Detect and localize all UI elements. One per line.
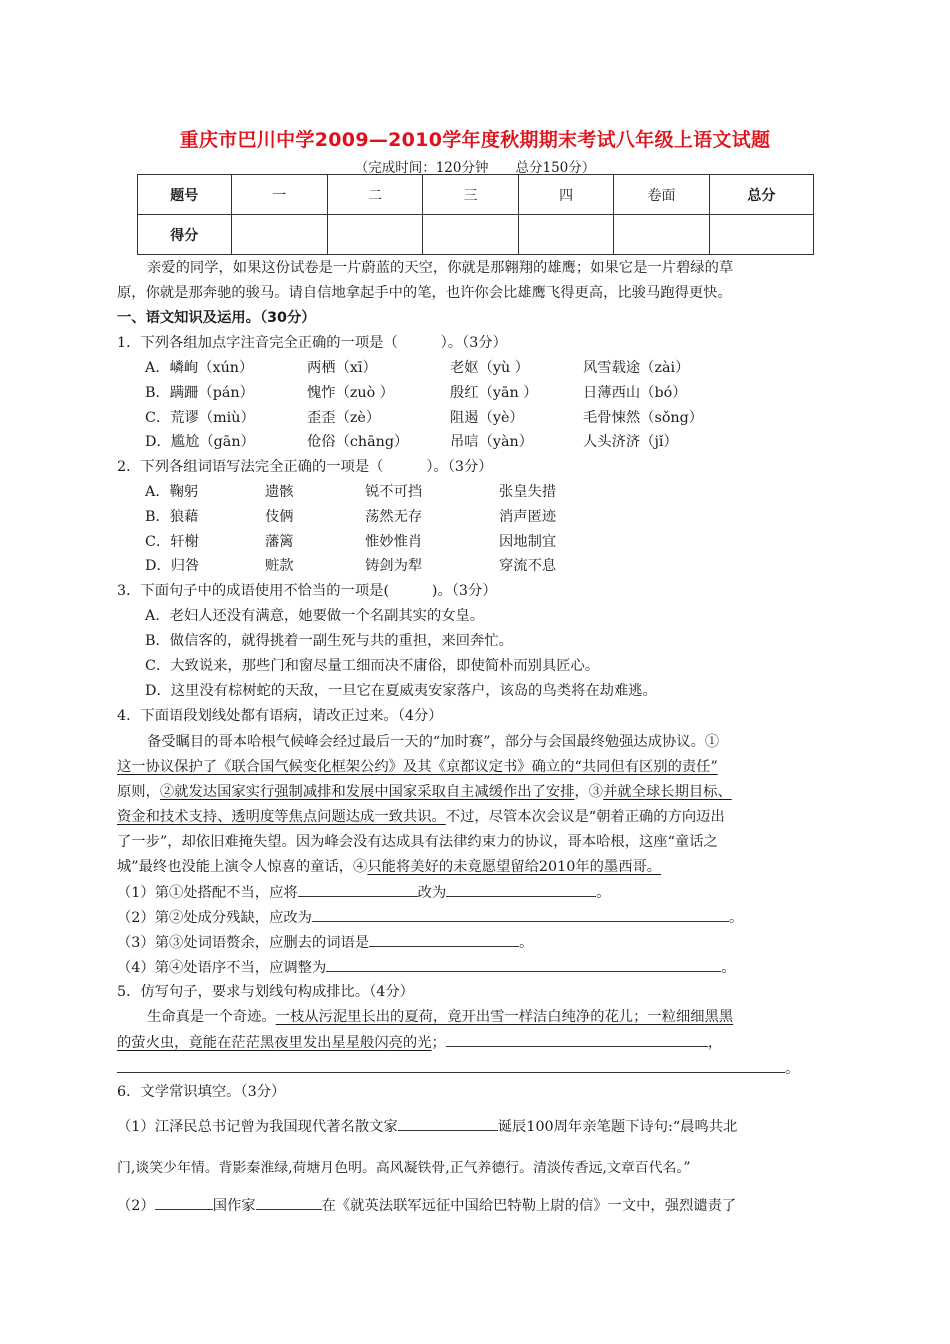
passage-line: 这一协议保护了《联合国气候变化框架公约》及其《京都议定书》确立的“共同但有区别的责任” xyxy=(117,759,718,775)
score-cell[interactable] xyxy=(518,215,613,255)
question-stem: 6．文学常识填空。（3分） xyxy=(117,1084,286,1100)
sub-question-text: 。 xyxy=(728,910,744,926)
option-line: A．老妇人还没有满意，她要做一个名副其实的女皇。 xyxy=(145,608,485,624)
underlined-text: 资金和技术支持、透明度等焦点问题达成一致共识。 xyxy=(117,809,446,825)
passage-line xyxy=(117,1032,722,1053)
answer-blank[interactable] xyxy=(155,1195,213,1210)
sub-question xyxy=(117,932,533,953)
exam-title: 重庆市巴川中学2009—2010学年度秋期期末考试八年级上语文试题 xyxy=(179,129,771,151)
passage-text: ，③ xyxy=(574,784,604,800)
underlined-text: 一枝从污泥里长出的夏荷，竟开出雪一样洁白纯净的花儿；一粒细细黑黑 xyxy=(275,1009,734,1025)
sub-question-text: 。 xyxy=(519,935,534,951)
passage-text: ； xyxy=(431,1035,446,1051)
sub-question xyxy=(117,907,743,928)
score-table-header-row xyxy=(138,175,814,215)
underlined-text: 并就全球长期目标、 xyxy=(603,784,732,800)
option-cell: 张皇失措 xyxy=(499,484,557,500)
option-line: C．大致说来，那些门和窗尽量工细而决不庸俗，即使简朴而别具匠心。 xyxy=(145,658,600,674)
score-header-cell: 一 xyxy=(231,175,327,215)
question-stem: 1．下列各组加点字注音完全正确的一项是（ ）。（3分） xyxy=(117,335,507,351)
score-header-cell: 二 xyxy=(327,175,422,215)
underlined-text: 的萤火虫，竟能在茫茫黑夜里发出星星般闪亮的光 xyxy=(117,1035,432,1051)
sub-question-text: 。 xyxy=(721,960,736,976)
option-cell: 毛骨悚然（sǒng） xyxy=(583,410,704,426)
passage-line: 备受瞩目的哥本哈根气候峰会经过最后一天的“加时赛”，部分与会国最终勉强达成协议。① xyxy=(147,734,720,750)
passage-text: 生命真是一个奇迹。 xyxy=(147,1009,276,1025)
passage-line xyxy=(117,857,661,877)
answer-blank[interactable] xyxy=(326,957,721,972)
answer-blank[interactable] xyxy=(117,1058,785,1073)
option-cell: 歪歪（zè） xyxy=(307,410,381,426)
option-cell: 锐不可挡 xyxy=(365,484,423,500)
answer-blank[interactable] xyxy=(256,1195,322,1210)
option-cell: C．荒谬（miù） xyxy=(145,410,255,426)
section-heading: 一、语文知识及运用。（30分） xyxy=(117,310,316,326)
intro-line: 原，你就是那奔驰的骏马。请自信地拿起手中的笔，也许你会比雄鹰飞得更高，比骏马跑得更快。 xyxy=(117,285,732,301)
passage-text: 原则， xyxy=(117,784,160,800)
option-cell: 阻遏（yè） xyxy=(450,410,524,426)
passage-text: ， xyxy=(707,1035,723,1051)
option-line: D．这里没有棕树蛇的天敌，一旦它在夏威夷安家落户，该岛的鸟类将在劫难逃。 xyxy=(145,683,657,699)
sub-question-text: （4）第④处语序不当，应调整为 xyxy=(117,960,327,976)
sub-question-text: 国作家 xyxy=(212,1198,256,1214)
score-cell[interactable] xyxy=(709,215,813,255)
question-stem: 3．下面句子中的成语使用不恰当的一项是( )。（3分） xyxy=(117,583,497,599)
answer-line xyxy=(117,1058,799,1079)
option-cell: 伎俩 xyxy=(265,509,294,525)
question-stem: 5．仿写句子，要求与划线句构成排比。（4分） xyxy=(117,984,414,1000)
sub-question-text: （1）江泽民总书记曾为我国现代著名散文家 xyxy=(117,1119,398,1135)
score-row-label: 得分 xyxy=(138,215,232,255)
sub-question xyxy=(117,957,736,978)
option-cell: 风雪载途（zài） xyxy=(583,360,690,376)
sub-question-text: （2） xyxy=(117,1198,155,1214)
score-cell[interactable] xyxy=(327,215,422,255)
sub-question-text: 在《就英法联军远征中国给巴特勒上尉的信》一文中，强烈谴责了 xyxy=(321,1198,737,1214)
sub-question-text: 诞辰100周年亲笔题下诗句:“晨鸣共北 xyxy=(497,1119,738,1135)
question-stem: 4．下面语段划线处都有语病，请改正过来。（4分） xyxy=(117,708,443,724)
passage-line xyxy=(117,782,732,802)
answer-blank[interactable] xyxy=(446,1032,708,1047)
sub-question xyxy=(117,1116,737,1137)
sub-question-text: 改为 xyxy=(417,885,447,901)
option-cell: 殷红（yān ） xyxy=(450,385,538,401)
score-header-cell: 三 xyxy=(423,175,518,215)
score-header-cell: 总分 xyxy=(709,175,813,215)
option-cell: 荡然无存 xyxy=(365,509,423,525)
passage-line xyxy=(117,807,725,827)
sub-question-text: （3）第③处词语赘余，应删去的词语是 xyxy=(117,935,370,951)
score-cell[interactable] xyxy=(423,215,518,255)
sub-question: 门,谈笑少年情。背影秦淮绿,荷塘月色明。高风凝铁骨,正气养德行。清淡传香远,文章百代名。” xyxy=(117,1160,691,1176)
answer-blank[interactable] xyxy=(446,882,596,897)
option-cell: D．尴尬（gān） xyxy=(145,434,255,450)
option-cell: B．蹒跚（pán） xyxy=(145,385,254,401)
option-cell: 吊唁（yàn） xyxy=(450,434,533,450)
score-table xyxy=(137,174,814,255)
option-cell: 惟妙惟肖 xyxy=(365,534,423,550)
answer-blank[interactable] xyxy=(312,907,729,922)
score-cell[interactable] xyxy=(231,215,327,255)
option-cell: 铸剑为犁 xyxy=(365,558,423,574)
option-cell: 穿流不息 xyxy=(499,558,557,574)
score-header-cell: 四 xyxy=(518,175,613,215)
score-table-score-row xyxy=(138,215,814,255)
sub-question-text: （1）第①处搭配不当，应将 xyxy=(117,885,298,901)
option-cell: 消声匿迹 xyxy=(499,509,557,525)
intro-line: 亲爱的同学，如果这份试卷是一片蔚蓝的天空，你就是那翱翔的雄鹰；如果它是一片碧绿的草 xyxy=(147,260,734,276)
underlined-text: ②就发达国家实行强制减排和发展中国家采取自主减缓作出了安排 xyxy=(159,784,575,800)
passage-text: 不过，尽管本次会议是“朝着正确的方向迈出 xyxy=(445,809,725,825)
sub-question-text: （2）第②处成分残缺，应改为 xyxy=(117,910,312,926)
underlined-text: 只能将美好的未竟愿望留给2010年的墨西哥。 xyxy=(367,859,662,875)
option-cell: 人头济济（jǐ） xyxy=(583,434,678,450)
passage-text: 城”最终也没能上演令人惊喜的童话，④ xyxy=(117,859,368,875)
option-cell: B．狼藉 xyxy=(145,509,199,525)
option-cell: 因地制宜 xyxy=(499,534,557,550)
option-cell: C．轩榭 xyxy=(145,534,199,550)
option-cell: 老妪（yù ） xyxy=(450,360,530,376)
question-stem: 2．下列各组词语写法完全正确的一项是（ ）。（3分） xyxy=(117,459,493,475)
option-cell: 赃款 xyxy=(265,558,294,574)
answer-blank[interactable] xyxy=(298,882,418,897)
option-cell: 两栖（xī） xyxy=(307,360,377,376)
answer-blank[interactable] xyxy=(369,932,519,947)
option-cell: 遗骸 xyxy=(265,484,294,500)
passage-text: 。 xyxy=(785,1061,800,1077)
option-line: B．做信客的，就得挑着一副生死与共的重担，来回奔忙。 xyxy=(145,633,513,649)
sub-question xyxy=(117,1195,736,1216)
passage-line: 了一步”，却依旧难掩失望。因为峰会没有达成具有法律约束力的协议，哥本哈根，这座“童话之 xyxy=(117,834,718,850)
score-header-cell: 题号 xyxy=(138,175,232,215)
exam-subtitle: （完成时间：120分钟 总分150分） xyxy=(354,160,596,176)
option-cell: D．归咎 xyxy=(145,558,200,574)
option-cell: A．鞠躬 xyxy=(145,484,199,500)
option-cell: A．嶙峋（xún） xyxy=(145,360,254,376)
option-cell: 伧俗（chāng） xyxy=(307,434,409,450)
option-cell: 日薄西山（bó） xyxy=(583,385,687,401)
score-cell[interactable] xyxy=(614,215,709,255)
option-cell: 愧怍（zuò ） xyxy=(307,385,395,401)
sub-question-text: 。 xyxy=(596,885,611,901)
answer-blank[interactable] xyxy=(398,1116,498,1131)
passage-line xyxy=(147,1007,733,1027)
sub-question xyxy=(117,882,611,903)
option-cell: 藩篱 xyxy=(265,534,294,550)
score-header-cell: 卷面 xyxy=(614,175,709,215)
